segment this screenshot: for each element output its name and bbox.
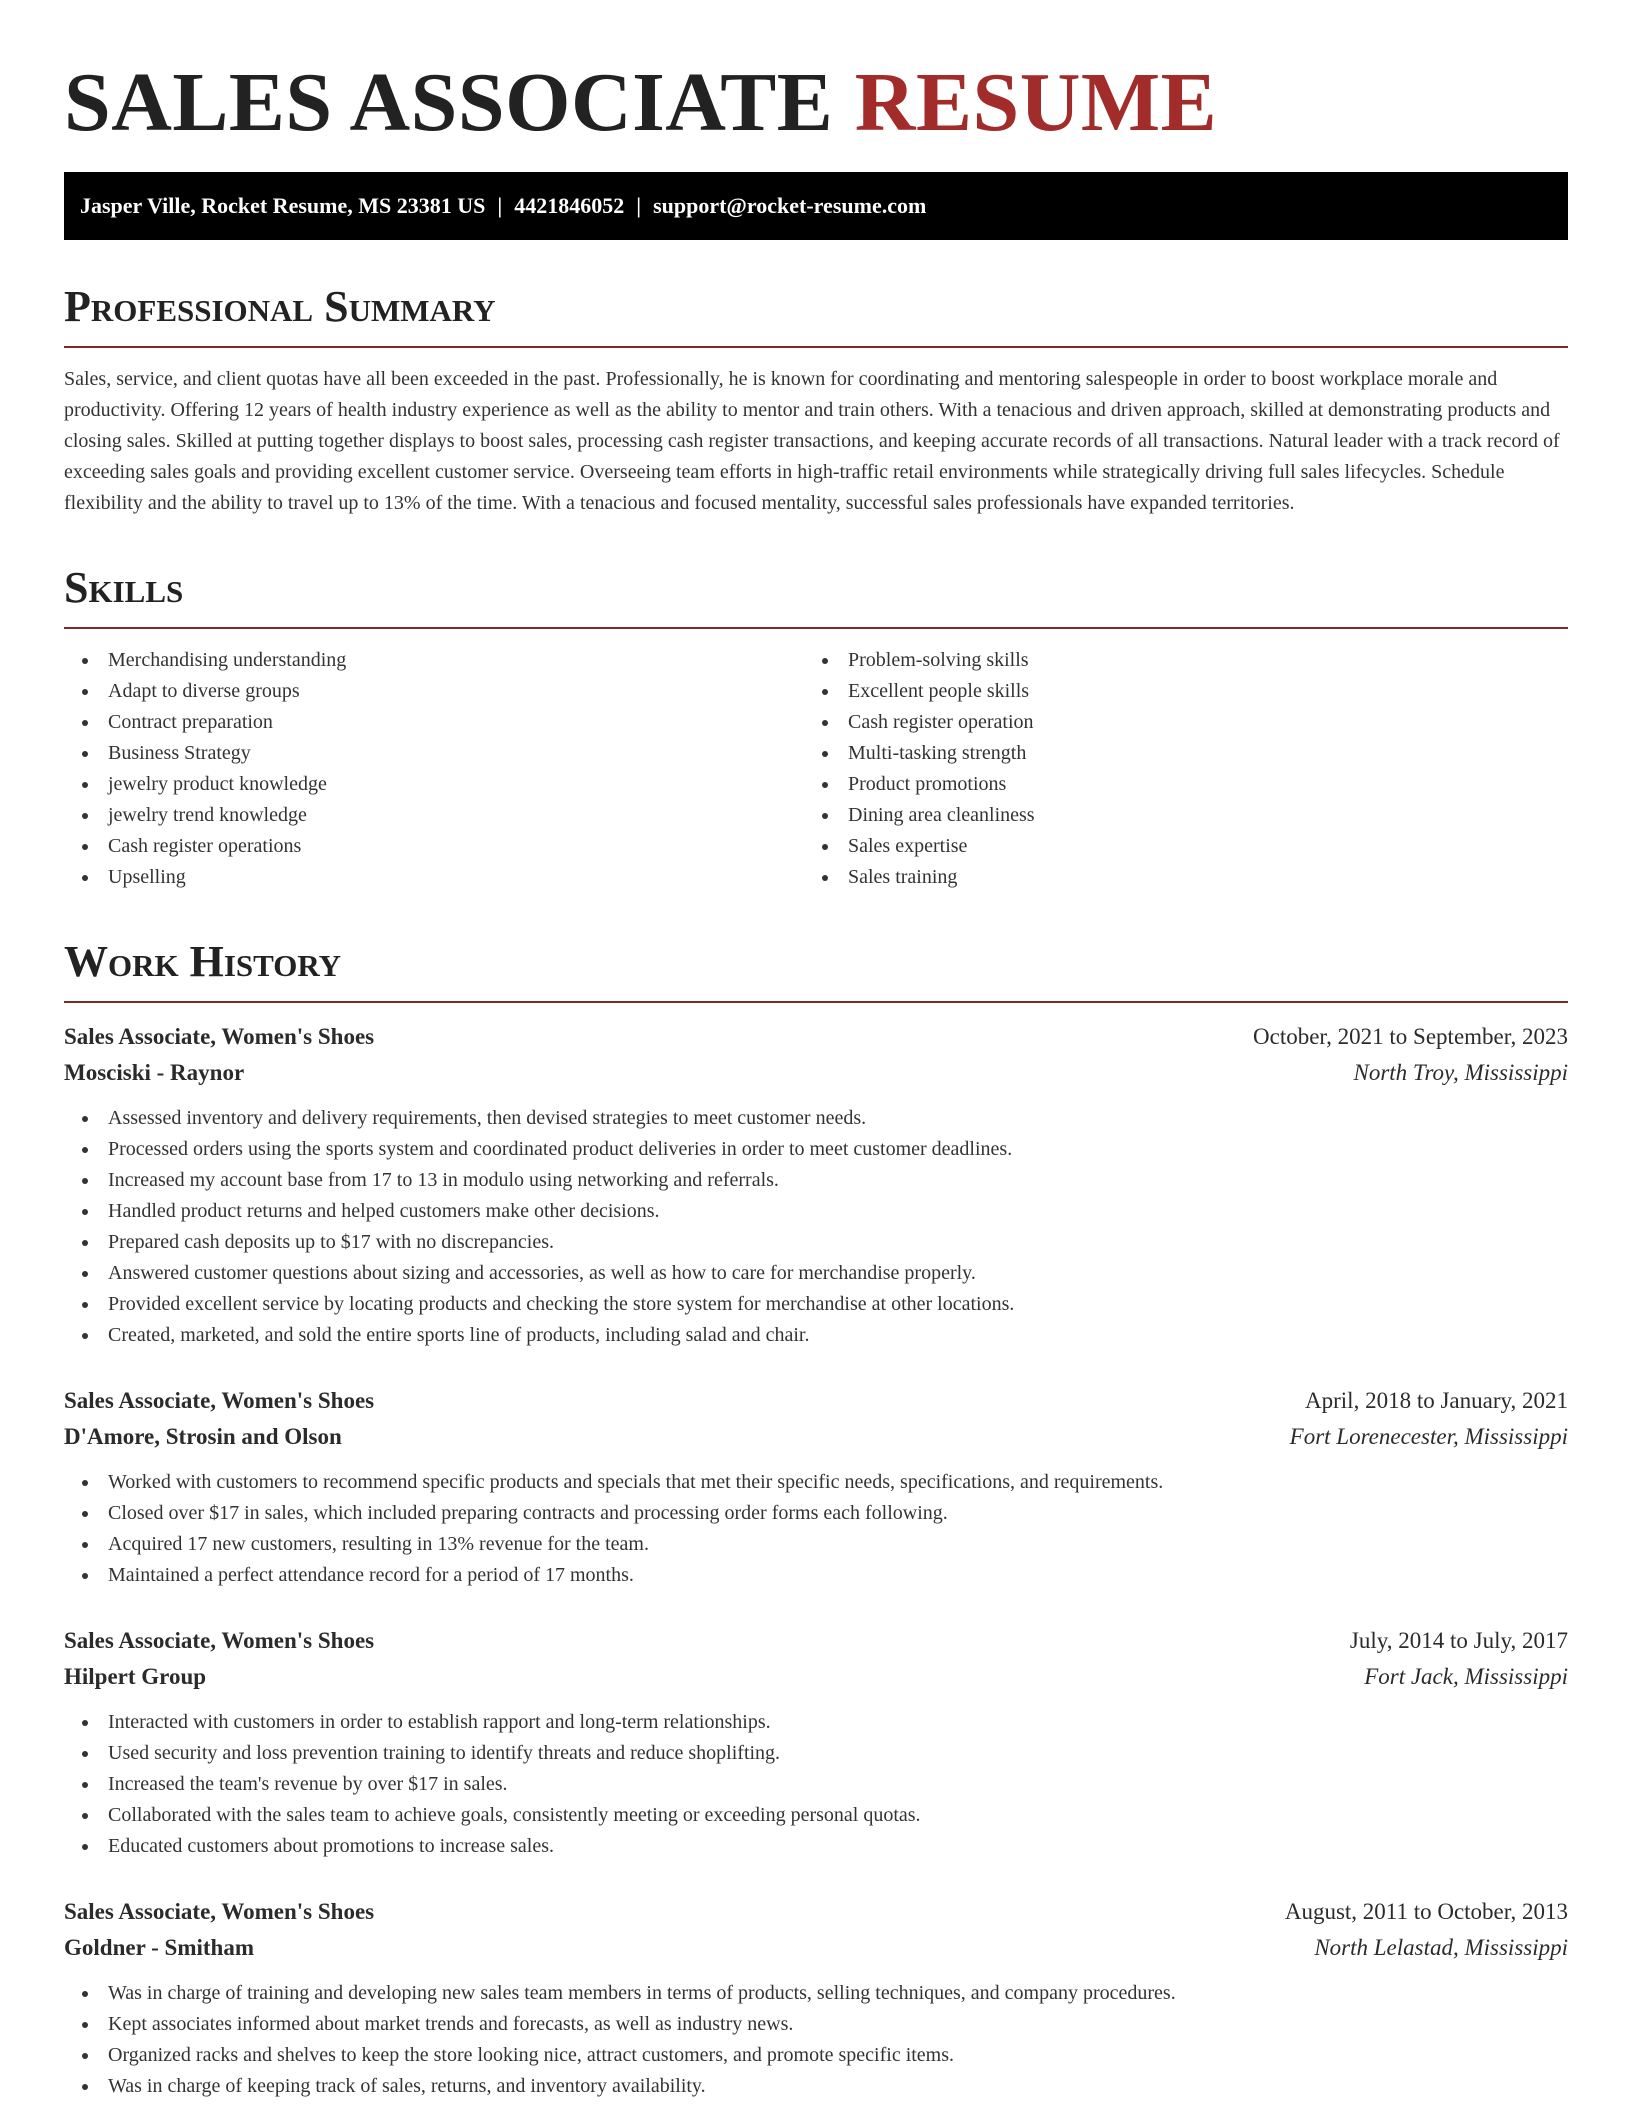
job-location: Fort Jack, Mississippi	[1364, 1664, 1568, 1689]
job-title: Sales Associate, Women's Shoes	[64, 1628, 375, 1653]
job-dates: April, 2018 to January, 2021	[1305, 1388, 1568, 1413]
duty-item: Interacted with customers in order to establish rapport and long-term relationships.	[64, 1707, 1568, 1738]
contact-address: Jasper Ville, Rocket Resume, MS 23381 US	[80, 193, 486, 218]
skill-item: Excellent people skills	[804, 676, 1544, 707]
skill-item: Upselling	[64, 862, 804, 893]
summary-heading: Professional Summary	[64, 282, 1568, 348]
skill-item: Sales expertise	[804, 831, 1544, 862]
title-main: SALES ASSOCIATE	[64, 56, 834, 149]
job-title: Sales Associate, Women's Shoes	[64, 1899, 375, 1924]
skill-item: Adapt to diverse groups	[64, 676, 804, 707]
work-history-heading: Work History	[64, 937, 1568, 1003]
job-title-row	[64, 1894, 1568, 1930]
resume-title	[64, 0, 1568, 150]
job-title: Sales Associate, Women's Shoes	[64, 1388, 375, 1413]
skills-grid	[64, 645, 1568, 893]
job-title: Sales Associate, Women's Shoes	[64, 1024, 375, 1049]
job-company-row	[64, 1419, 1568, 1455]
duty-item: Increased my account base from 17 to 13 in modulo using networking and referrals.	[64, 1165, 1568, 1196]
job-duties	[64, 1467, 1568, 1591]
job-company: D'Amore, Strosin and Olson	[64, 1424, 342, 1449]
contact-separator: |	[636, 193, 642, 218]
duty-item: Processed orders using the sports system and coordinated product deliveries in order to meet customer deadlines.	[64, 1134, 1568, 1165]
contact-phone[interactable]: 4421846052	[514, 193, 625, 218]
job-company-row	[64, 1930, 1568, 1966]
job-company-row	[64, 1659, 1568, 1695]
duty-item: Increased the team's revenue by over $17 in sales.	[64, 1769, 1568, 1800]
title-accent: RESUME	[854, 56, 1218, 149]
duty-item: Maintained a perfect attendance record for a period of 17 months.	[64, 1560, 1568, 1591]
skills-heading: Skills	[64, 563, 1568, 629]
skill-item: Cash register operation	[804, 707, 1544, 738]
skill-item: jewelry product knowledge	[64, 769, 804, 800]
job-entry	[64, 1383, 1568, 1591]
job-company: Hilpert Group	[64, 1664, 207, 1689]
job-dates: July, 2014 to July, 2017	[1349, 1628, 1568, 1653]
contact-bar	[64, 172, 1568, 240]
duty-item: Collaborated with the sales team to achieve goals, consistently meeting or exceeding personal quotas.	[64, 1800, 1568, 1831]
duty-item: Closed over $17 in sales, which included preparing contracts and processing order forms each following.	[64, 1498, 1568, 1529]
duty-item: Worked with customers to recommend specific products and specials that met their specific needs, specifications, and requirements.	[64, 1467, 1568, 1498]
duty-item: Educated customers about promotions to increase sales.	[64, 1831, 1568, 1862]
skill-item: Multi-tasking strength	[804, 738, 1544, 769]
duty-item: Created, marketed, and sold the entire sports line of products, including salad and chair.	[64, 1320, 1568, 1351]
skill-item: Contract preparation	[64, 707, 804, 738]
duty-item: Answered customer questions about sizing and accessories, as well as how to care for merchandise properly.	[64, 1258, 1568, 1289]
job-company: Goldner - Smitham	[64, 1935, 254, 1960]
job-duties	[64, 1978, 1568, 2102]
duty-item: Assessed inventory and delivery requirements, then devised strategies to meet customer needs.	[64, 1103, 1568, 1134]
duty-item: Acquired 17 new customers, resulting in 13% revenue for the team.	[64, 1529, 1568, 1560]
duty-item: Prepared cash deposits up to $17 with no discrepancies.	[64, 1227, 1568, 1258]
job-company-row	[64, 1055, 1568, 1091]
summary-text: Sales, service, and client quotas have all been exceeded in the past. Professionally, he is known for coordinating and mentoring salespeople in order to boost workplace morale and productivity. Offering 12 years of health industry experience as well as the ability to mentor and train others. With a tenacious and driven approach, skilled at demonstrating products and closing sales. Skilled at putting together displays to boost sales, processing cash register transactions, and keeping accurate records of all transactions. Natural leader with a track record of exceeding sales goals and providing excellent customer service. Overseeing team efforts in high-traffic retail environments while strategically driving full sales lifecycles. Schedule flexibility and the ability to travel up to 13% of the time. With a tenacious and focused mentality, successful sales professionals have expanded territories.	[64, 368, 1560, 514]
duty-item: Used security and loss prevention training to identify threats and reduce shoplifting.	[64, 1738, 1568, 1769]
duty-item: Provided excellent service by locating products and checking the store system for merchandise at other locations.	[64, 1289, 1568, 1320]
job-entry	[64, 1019, 1568, 1351]
contact-email[interactable]: support@rocket-resume.com	[653, 193, 927, 218]
skill-item: Cash register operations	[64, 831, 804, 862]
skill-item: Sales training	[804, 862, 1544, 893]
skill-item: jewelry trend knowledge	[64, 800, 804, 831]
job-location: Fort Lorenecester, Mississippi	[1289, 1424, 1568, 1449]
job-dates: October, 2021 to September, 2023	[1253, 1024, 1568, 1049]
job-location: North Troy, Mississippi	[1353, 1060, 1568, 1085]
duty-item: Handled product returns and helped customers make other decisions.	[64, 1196, 1568, 1227]
skill-item: Problem-solving skills	[804, 645, 1544, 676]
job-dates: August, 2011 to October, 2013	[1284, 1899, 1568, 1924]
job-title-row	[64, 1383, 1568, 1419]
duty-item: Was in charge of training and developing new sales team members in terms of products, selling techniques, and company procedures.	[64, 1978, 1568, 2009]
job-location: North Lelastad, Mississippi	[1314, 1935, 1568, 1960]
job-title-row	[64, 1019, 1568, 1055]
job-duties	[64, 1103, 1568, 1351]
skill-item: Business Strategy	[64, 738, 804, 769]
job-entry	[64, 1623, 1568, 1862]
skill-item: Merchandising understanding	[64, 645, 804, 676]
duty-item: Organized racks and shelves to keep the store looking nice, attract customers, and promote specific items.	[64, 2040, 1568, 2071]
duty-item: Was in charge of keeping track of sales, returns, and inventory availability.	[64, 2071, 1568, 2102]
skills-list-left	[64, 645, 804, 893]
skill-item: Product promotions	[804, 769, 1544, 800]
skill-item: Dining area cleanliness	[804, 800, 1544, 831]
skills-list-right	[804, 645, 1544, 893]
job-title-row	[64, 1623, 1568, 1659]
job-duties	[64, 1707, 1568, 1862]
job-entry	[64, 1894, 1568, 2102]
job-company: Mosciski - Raynor	[64, 1060, 245, 1085]
duty-item: Kept associates informed about market trends and forecasts, as well as industry news.	[64, 2009, 1568, 2040]
contact-separator: |	[497, 193, 503, 218]
